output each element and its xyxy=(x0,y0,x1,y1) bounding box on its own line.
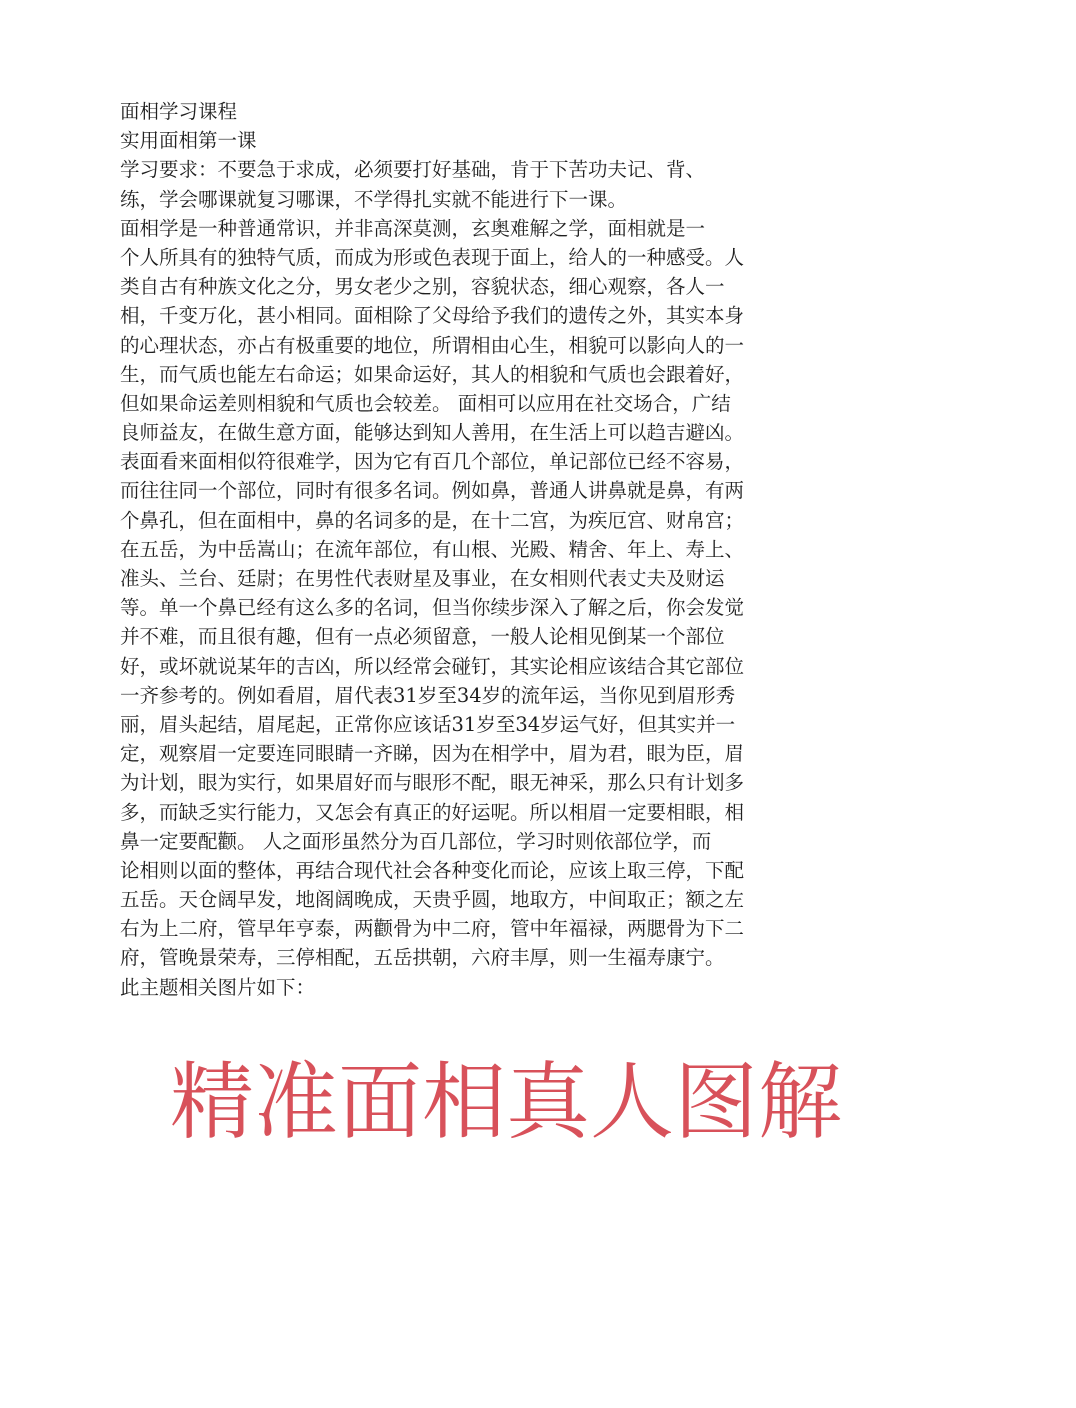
body-line: 右为上二府，管早年亨泰，两颧骨为中二府，管中年福禄，两腮骨为下二 xyxy=(120,917,745,941)
article-text xyxy=(120,97,745,1002)
body-line: 论相则以面的整体，再结合现代社会各种变化而论，应该上取三停，下配 xyxy=(120,858,745,882)
body-line: 相，千变万化，甚小相同。面相除了父母给予我们的遗传之外，其实本身 xyxy=(120,304,745,328)
body-line: 府，管晚景荣寿，三停相配，五岳拱朝，六府丰厚，则一生福寿康宁。 xyxy=(120,946,725,970)
body-line: 好，或坏就说某年的吉凶，所以经常会碰钉，其实论相应该结合其它部位 xyxy=(120,654,745,678)
body-line: 定，观察眉一定要连同眼睛一齐睇，因为在相学中，眉为君，眼为臣，眉 xyxy=(120,742,745,766)
body-line: 个人所具有的独特气质，而成为形或色表现于面上，给人的一种感受。人 xyxy=(120,245,745,269)
body-line: 个鼻孔，但在面相中，鼻的名词多的是，在十二宫，为疾厄宫、财帛宫； xyxy=(120,508,745,532)
body-line: 鼻一定要配颧。 人之面形虽然分为百几部位，学习时则依部位学，而 xyxy=(120,829,712,853)
closing-line: 此主题相关图片如下： xyxy=(120,975,316,999)
body-line: 在五岳，为中岳嵩山；在流年部位，有山根、光殿、精舍、年上、寿上、 xyxy=(120,537,745,561)
body-line: 类自古有种族文化之分，男女老少之别，容貌状态，细心观察，各人一 xyxy=(120,275,725,299)
body-line: 而往往同一个部位，同时有很多名词。例如鼻，普通人讲鼻就是鼻，有两 xyxy=(120,479,745,503)
body-line: 的心理状态，亦占有极重要的地位，所谓相由心生，相貌可以影向人的一 xyxy=(120,333,745,357)
body-line: 并不难，而且很有趣，但有一点必须留意，一般人论相见倒某一个部位 xyxy=(120,625,725,649)
lesson-title: 实用面相第一课 xyxy=(120,129,257,153)
course-title: 面相学习课程 xyxy=(120,100,238,123)
banner-title: 精准面相真人图解 xyxy=(170,1053,843,1151)
body-line: 五岳。天仓阔早发，地阁阔晚成，天贵乎圆，地取方，中间取正；额之左 xyxy=(120,888,745,912)
requirement-line: 学习要求：不要急于求成，必须要打好基础，肯于下苦功夫记、背、 xyxy=(120,158,706,182)
body-line: 准头、兰台、廷尉；在男性代表财星及事业，在女相则代表丈夫及财运 xyxy=(120,567,725,590)
body-line: 为计划，眼为实行，如果眉好而与眼形不配，眼无神采，那么只有计划多 xyxy=(120,771,745,795)
body-line: 面相学是一种普通常识，并非高深莫测，玄奥难解之学，面相就是一 xyxy=(120,216,706,240)
body-line: 多，而缺乏实行能力，又怎会有真正的好运呢。所以相眉一定要相眼，相 xyxy=(120,800,745,824)
body-line: 良师益友，在做生意方面，能够达到知人善用，在生活上可以趋吉避凶。 xyxy=(120,421,745,445)
requirement-line: 练，学会哪课就复习哪课，不学得扎实就不能进行下一课。 xyxy=(120,187,628,211)
body-line: 一齐参考的。例如看眉，眉代表31岁至34岁的流年运，当你见到眉形秀 xyxy=(120,683,736,707)
body-line: 等。单一个鼻已经有这么多的名词，但当你续步深入了解之后，你会发觉 xyxy=(120,596,745,620)
body-line: 但如果命运差则相貌和气质也会较差。 面相可以应用在社交场合，广结 xyxy=(120,391,731,415)
body-line: 表面看来面相似符很难学，因为它有百几个部位，单记部位已经不容易， xyxy=(120,450,745,474)
body-line: 生，而气质也能左右命运；如果命运好，其人的相貌和气质也会跟着好， xyxy=(120,362,745,386)
body-line: 丽，眉头起结，眉尾起，正常你应该话31岁至34岁运气好，但其实并一 xyxy=(120,712,736,736)
